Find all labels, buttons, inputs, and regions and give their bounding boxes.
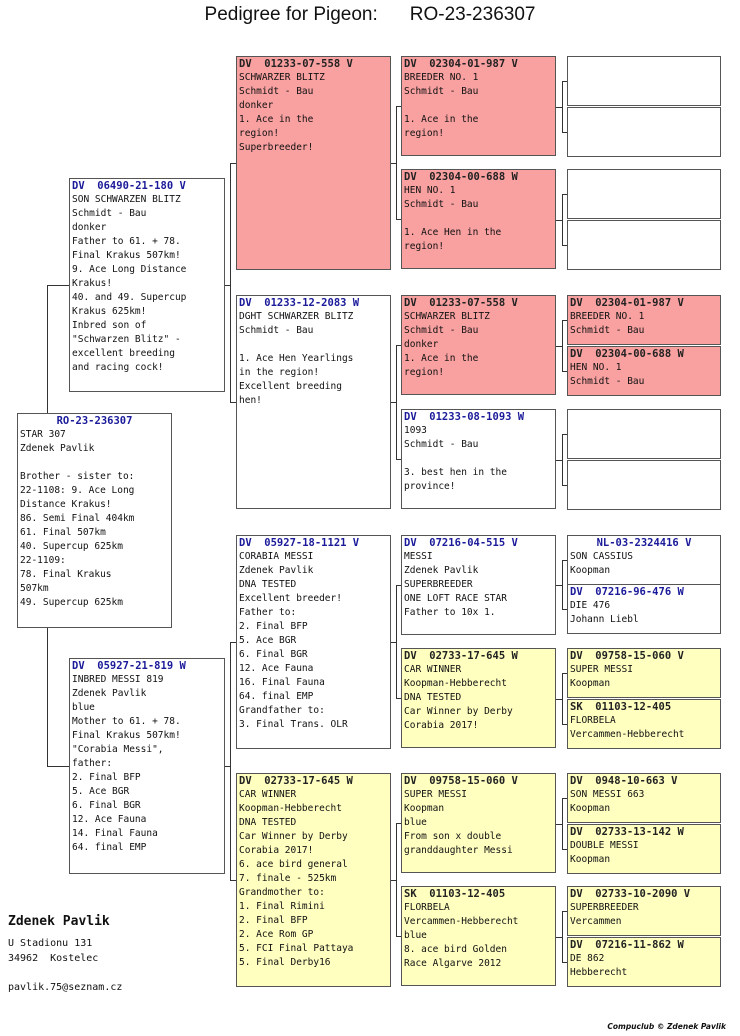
gen4-lines-5 — [404, 550, 553, 620]
text-line: Race Algarve 2012 — [404, 958, 502, 969]
breeder-name: Zdenek Pavlik — [8, 914, 110, 929]
text-line: Mother to 61. + 78. — [72, 716, 181, 727]
text-line: 40. and 49. Supercup — [72, 292, 187, 303]
text-line: 5. Ace BGR — [72, 786, 130, 797]
gen3-ring-4: DV 02733-17-645 W — [239, 775, 353, 787]
gen5-lines-9 — [570, 550, 718, 578]
gen4-ring-8: SK 01103-12-405 — [404, 888, 506, 900]
text-line: 22-1108: 9. Ace Long — [20, 485, 135, 496]
text-line: 2. Final BFP — [72, 772, 141, 783]
text-line: 1. Ace Hen Yearlings — [239, 353, 354, 364]
sire-lines — [72, 193, 222, 375]
gen5-box-6[interactable] — [567, 346, 721, 396]
gen3-ring-1: DV 01233-07-558 V — [239, 58, 353, 70]
text-line: SCHWARZER BLITZ — [404, 311, 490, 322]
gen4-lines-6 — [404, 663, 553, 733]
gen3-ring-3: DV 05927-18-1121 V — [239, 537, 360, 549]
gen3-lines-2 — [239, 310, 388, 408]
gen4-ring-4: DV 01233-08-1093 W — [404, 411, 525, 423]
text-line: Vercammen-Hebberecht — [570, 729, 685, 740]
gen3-box-1[interactable] — [236, 56, 391, 270]
text-line: Krakus! — [72, 278, 113, 289]
gen5-ring-13: DV 0948-10-663 V — [570, 775, 678, 787]
gen4-lines-1 — [404, 71, 553, 141]
text-line: 6. ace bird general — [239, 859, 348, 870]
text-line: 12. Ace Fauna — [72, 814, 147, 825]
gen5-box-11[interactable] — [567, 648, 721, 698]
text-line: Final Krakus 507km! — [72, 250, 181, 261]
text-line: Koopman — [404, 803, 445, 814]
text-line: 2. Final BFP — [239, 915, 308, 926]
text-line: 49. Supercup 625km — [20, 597, 123, 608]
gen4-ring-3: DV 01233-07-558 V — [404, 297, 518, 309]
text-line: DNA TESTED — [239, 817, 297, 828]
text-line: Zdenek Pavlik — [20, 443, 95, 454]
gen5-box-8[interactable] — [567, 460, 721, 510]
gen5-box-12[interactable] — [567, 699, 721, 749]
gen4-ring-1: DV 02304-01-987 V — [404, 58, 518, 70]
text-line: 3. best hen in the — [404, 467, 507, 478]
gen5-ring-15: DV 02733-10-2090 V — [570, 888, 691, 900]
text-line: 1. Ace in the — [404, 353, 479, 364]
gen5-ring-16: DV 07216-11-862 W — [570, 939, 684, 951]
text-line: Inbred son of — [72, 320, 147, 331]
gen3-box-2[interactable] — [236, 295, 391, 509]
breeder-address-1: U Stadionu 131 — [8, 938, 93, 949]
text-line: Koopman — [570, 565, 611, 576]
text-line: Koopman-Hebberecht — [404, 678, 507, 689]
text-line: Grandfather to: — [239, 705, 325, 716]
text-line: "Corabia Messi", — [72, 744, 164, 755]
gen4-ring-5: DV 07216-04-515 V — [404, 537, 518, 549]
text-line: 14. Final Fauna — [72, 828, 158, 839]
gen5-lines-5 — [570, 310, 718, 338]
gen5-box-16[interactable] — [567, 937, 721, 987]
text-line: CAR WINNER — [239, 789, 297, 800]
text-line: donker — [404, 339, 439, 350]
text-line: Excellent breeder! — [239, 593, 342, 604]
gen4-ring-6: DV 02733-17-645 W — [404, 650, 518, 662]
gen4-box-7[interactable] — [401, 773, 556, 873]
text-line: Schmidt - Bau — [570, 325, 645, 336]
text-line: 5. FCI Final Pattaya — [239, 943, 354, 954]
gen5-lines-14 — [570, 839, 718, 867]
dam-ring: DV 05927-21-819 W — [72, 660, 186, 672]
text-line: FLORBELA — [404, 902, 450, 913]
gen5-lines-15 — [570, 901, 718, 929]
subject-lines — [20, 428, 169, 610]
text-line: ONE LOFT RACE STAR — [404, 593, 507, 604]
subject-ring: RO-23-236307 — [56, 415, 133, 427]
text-line: Johann Liebl — [570, 614, 639, 625]
text-line: donker — [72, 222, 107, 233]
text-line: HEN NO. 1 — [404, 185, 456, 196]
gen4-box-6[interactable] — [401, 648, 556, 748]
text-line: SCHWARZER BLITZ — [239, 72, 325, 83]
gen4-lines-7 — [404, 788, 553, 858]
text-line: 12. Ace Fauna — [239, 663, 314, 674]
text-line: 7. finale - 525km — [239, 873, 337, 884]
gen5-box-9[interactable] — [567, 535, 721, 585]
text-line: Zdenek Pavlik — [72, 688, 147, 699]
text-line: DNA TESTED — [239, 579, 297, 590]
gen5-lines-12 — [570, 714, 718, 742]
gen3-box-4[interactable] — [236, 773, 391, 987]
text-line: 1. Ace in the — [404, 114, 479, 125]
text-line: 1. Final Rimini — [239, 901, 325, 912]
title-label: Pedigree for Pigeon: — [204, 4, 378, 25]
gen3-lines-3 — [239, 550, 388, 732]
gen5-box-1[interactable] — [567, 56, 721, 106]
gen5-lines-6 — [570, 361, 718, 389]
gen5-box-7[interactable] — [567, 409, 721, 459]
gen4-box-1[interactable] — [401, 56, 556, 156]
text-line: DIE 476 — [570, 600, 611, 611]
text-line: father: — [72, 758, 113, 769]
text-line: BREEDER NO. 1 — [570, 311, 645, 322]
text-line: 6. Final BGR — [72, 800, 141, 811]
text-line: Distance Krakus! — [20, 499, 112, 510]
text-line: Father to 61. + 78. — [72, 236, 181, 247]
text-line: Car Winner by Derby — [239, 831, 348, 842]
gen5-ring-6: DV 02304-00-688 W — [570, 348, 684, 360]
gen5-ring-5: DV 02304-01-987 V — [570, 297, 684, 309]
title-ring: RO-23-236307 — [409, 4, 536, 25]
gen5-ring-14: DV 02733-13-142 W — [570, 826, 684, 838]
gen4-box-4[interactable] — [401, 409, 556, 509]
gen5-ring-11: DV 09758-15-060 V — [570, 650, 684, 662]
text-line: Vercammen-Hebberecht — [404, 916, 519, 927]
text-line: Car Winner by Derby — [404, 706, 513, 717]
gen4-box-5[interactable] — [401, 535, 556, 635]
text-line: 86. Semi Final 404km — [20, 513, 135, 524]
text-line: Krakus 625km! — [72, 306, 147, 317]
text-line: Schmidt - Bau — [239, 86, 314, 97]
text-line: Zdenek Pavlik — [239, 565, 314, 576]
text-line: 78. Final Krakus — [20, 569, 112, 580]
gen3-lines-1 — [239, 71, 388, 155]
text-line: blue — [72, 702, 95, 713]
text-line: excellent breeding — [72, 348, 175, 359]
text-line: Superbreeder! — [239, 142, 314, 153]
gen5-box-2[interactable] — [567, 107, 721, 157]
sire-ring: DV 06490-21-180 V — [72, 180, 186, 192]
text-line: From son x double — [404, 831, 502, 842]
breeder-address-2: 34962 Kostelec — [8, 953, 99, 964]
text-line: MESSI — [404, 551, 433, 562]
text-line: 1093 — [404, 425, 427, 436]
text-line: hen! — [239, 395, 262, 406]
text-line: Schmidt - Bau — [239, 325, 314, 336]
text-line: Zdenek Pavlik — [404, 565, 479, 576]
text-line: 40. Supercup 625km — [20, 541, 123, 552]
text-line: Vercammen — [570, 916, 622, 927]
gen4-box-2[interactable] — [401, 169, 556, 269]
text-line: "Schwarzen Blitz" - — [72, 334, 181, 345]
gen5-box-14[interactable] — [567, 824, 721, 874]
subject-box[interactable] — [17, 413, 172, 628]
text-line: 1. Ace in the — [239, 114, 314, 125]
text-line: 1. Ace Hen in the — [404, 227, 502, 238]
text-line: INBRED MESSI 819 — [72, 674, 164, 685]
text-line: DE 862 — [570, 953, 605, 964]
text-line: 64. final EMP — [239, 691, 314, 702]
gen5-lines-13 — [570, 788, 718, 816]
text-line: 6. Final BGR — [239, 649, 308, 660]
text-line: 5. Ace BGR — [239, 635, 297, 646]
text-line: DNA TESTED — [404, 692, 462, 703]
text-line: province! — [404, 481, 456, 492]
text-line: Father to: — [239, 607, 297, 618]
text-line: Schmidt - Bau — [404, 86, 479, 97]
text-line: Schmidt - Bau — [72, 208, 147, 219]
gen5-lines-16 — [570, 952, 718, 980]
text-line: SUPERBREEDER — [404, 579, 473, 590]
text-line: Final Krakus 507km! — [72, 730, 181, 741]
sire-box[interactable] — [69, 178, 225, 392]
text-line: Hebberecht — [570, 967, 628, 978]
text-line: 2. Final BFP — [239, 621, 308, 632]
gen5-ring-9: NL-03-2324416 V — [596, 537, 692, 549]
text-line: CORABIA MESSI — [239, 551, 314, 562]
text-line: 9. Ace Long Distance — [72, 264, 187, 275]
gen4-box-3[interactable] — [401, 295, 556, 395]
text-line — [404, 99, 553, 113]
gen5-box-4[interactable] — [567, 220, 721, 270]
breeder-info — [8, 914, 122, 995]
text-line: 22-1109: — [20, 555, 66, 566]
text-line: region! — [239, 128, 280, 139]
text-line: 64. final EMP — [72, 842, 147, 853]
text-line: and racing cock! — [72, 362, 164, 373]
text-line: SON MESSI 663 — [570, 789, 645, 800]
text-line: FLORBELA — [570, 715, 616, 726]
text-line: Koopman — [570, 803, 611, 814]
text-line — [404, 452, 553, 466]
text-line: Schmidt - Bau — [404, 439, 479, 450]
text-line: SUPER MESSI — [404, 789, 467, 800]
gen4-lines-8 — [404, 901, 553, 971]
text-line: BREEDER NO. 1 — [404, 72, 479, 83]
text-line: 61. Final 507km — [20, 527, 106, 538]
text-line: Brother - sister to: — [20, 471, 135, 482]
gen4-lines-3 — [404, 310, 553, 380]
gen5-ring-12: SK 01103-12-405 — [570, 701, 672, 713]
text-line: DOUBLE MESSI — [570, 840, 639, 851]
gen5-lines-11 — [570, 663, 718, 691]
text-line: granddaughter Messi — [404, 845, 513, 856]
gen4-ring-2: DV 02304-00-688 W — [404, 171, 518, 183]
text-line: HEN NO. 1 — [570, 362, 622, 373]
text-line: Schmidt - Bau — [404, 199, 479, 210]
text-line: blue — [404, 930, 427, 941]
text-line: Koopman — [570, 678, 611, 689]
gen3-box-3[interactable] — [236, 535, 391, 749]
text-line — [20, 456, 169, 470]
text-line: Corabia 2017! — [404, 720, 479, 731]
text-line: 3. Final Trans. OLR — [239, 719, 348, 730]
text-line: donker — [239, 100, 274, 111]
footer-credit: Compuclub © Zdenek Pavlik — [607, 1022, 726, 1031]
text-line: Excellent breeding — [239, 381, 342, 392]
gen3-lines-4 — [239, 788, 388, 970]
gen4-ring-7: DV 09758-15-060 V — [404, 775, 518, 787]
text-line: blue — [404, 817, 427, 828]
text-line: 2. Ace Rom GP — [239, 929, 314, 940]
text-line: 8. ace bird Golden — [404, 944, 507, 955]
gen5-box-10[interactable] — [567, 584, 721, 634]
text-line: 16. Final Fauna — [239, 677, 325, 688]
gen5-box-13[interactable] — [567, 773, 721, 823]
text-line: Corabia 2017! — [239, 845, 314, 856]
text-line: region! — [404, 367, 445, 378]
dam-box[interactable] — [69, 658, 225, 874]
text-line: CAR WINNER — [404, 664, 462, 675]
text-line: region! — [404, 128, 445, 139]
text-line: in the region! — [239, 367, 320, 378]
gen5-ring-10: DV 07216-96-476 W — [570, 586, 684, 598]
text-line: SON CASSIUS — [570, 551, 633, 562]
gen5-box-15[interactable] — [567, 886, 721, 936]
gen4-lines-2 — [404, 184, 553, 254]
text-line: 5. Final Derby16 — [239, 957, 331, 968]
text-line: STAR 307 — [20, 429, 66, 440]
text-line: Schmidt - Bau — [404, 325, 479, 336]
text-line: region! — [404, 241, 445, 252]
text-line: Koopman — [570, 854, 611, 865]
text-line: Koopman-Hebberecht — [239, 803, 342, 814]
gen4-lines-4 — [404, 424, 553, 494]
text-line: SUPERBREEDER — [570, 902, 639, 913]
gen5-lines-10 — [570, 599, 718, 627]
gen3-ring-2: DV 01233-12-2083 W — [239, 297, 360, 309]
gen5-box-3[interactable] — [567, 169, 721, 219]
breeder-email[interactable]: pavlik.75@seznam.cz — [8, 982, 123, 993]
text-line: Schmidt - Bau — [570, 376, 645, 387]
text-line — [239, 338, 388, 352]
text-line: 507km — [20, 583, 49, 594]
text-line: Father to 10x 1. — [404, 607, 496, 618]
text-line — [404, 212, 553, 226]
gen5-box-5[interactable] — [567, 295, 721, 345]
text-line: SON SCHWARZEN BLITZ — [72, 194, 181, 205]
text-line: Grandmother to: — [239, 887, 325, 898]
page-title — [0, 4, 740, 26]
dam-lines — [72, 673, 222, 855]
text-line: DGHT SCHWARZER BLITZ — [239, 311, 354, 322]
gen4-box-8[interactable] — [401, 886, 556, 986]
text-line: SUPER MESSI — [570, 664, 633, 675]
